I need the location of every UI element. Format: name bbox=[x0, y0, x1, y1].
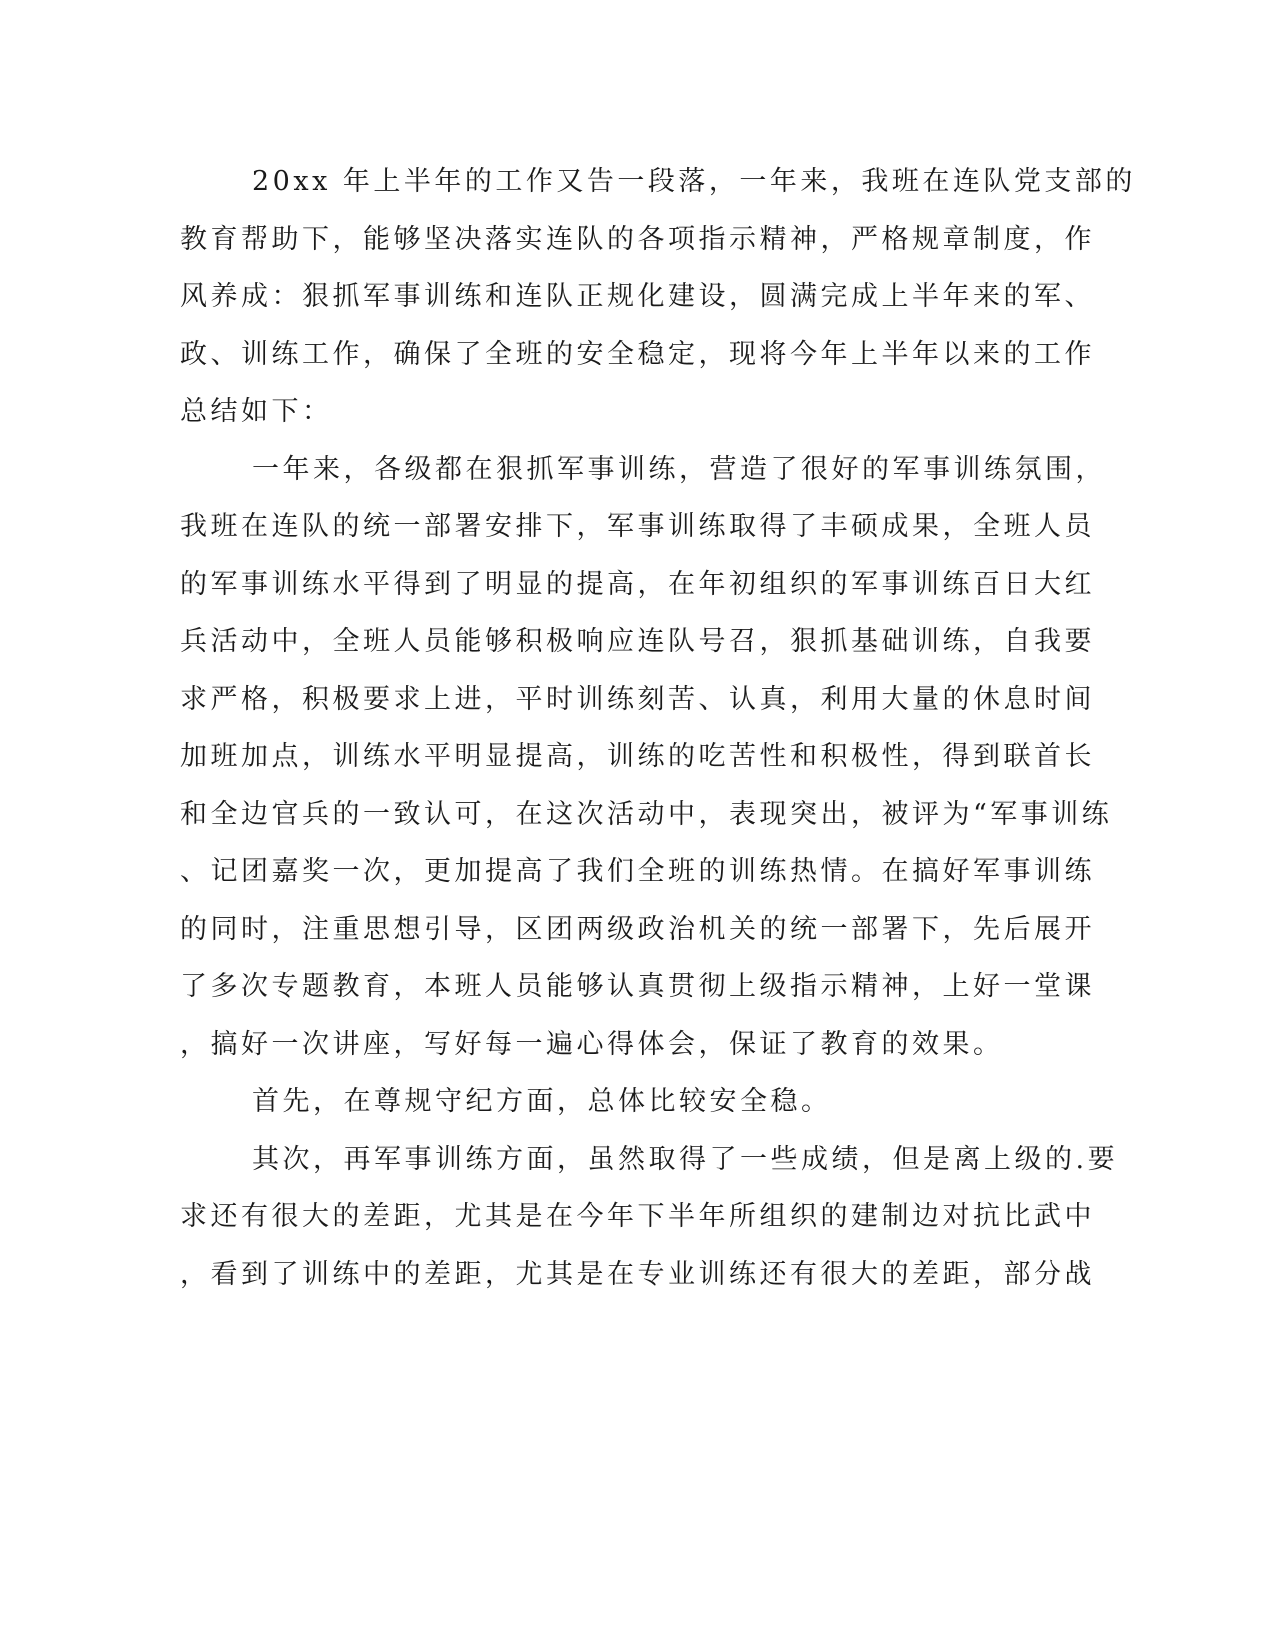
paragraph-line: 教育帮助下，能够坚决落实连队的各项指示精神，严格规章制度，作 bbox=[180, 223, 1095, 255]
paragraph-line: 我班在连队的统一部署安排下，军事训练取得了丰硕成果，全班人员 bbox=[180, 511, 1095, 542]
paragraph-line: 求严格，积极要求上进，平时训练刻苦、认真，利用大量的休息时间 bbox=[180, 683, 1095, 715]
paragraph-line: ，搞好一次讲座，写好每一遍心得体会，保证了教育的效果。 bbox=[180, 1028, 1004, 1060]
paragraph-line: 政、训练工作，确保了全班的安全稳定，现将今年上半年以来的工作 bbox=[180, 338, 1095, 370]
paragraph-line: 的同时，注重思想引导，区团两级政治机关的统一部署下，先后展开 bbox=[180, 913, 1095, 945]
paragraph-line: 一年来，各级都在狠抓军事训练，营造了很好的军事训练氛围， bbox=[252, 453, 1106, 485]
paragraph-line: 和全边官兵的一致认可，在这次活动中，表现突出，被评为“军事训练 bbox=[180, 798, 1113, 830]
paragraph-line: ，看到了训练中的差距，尤其是在专业训练还有很大的差距，部分战 bbox=[180, 1258, 1095, 1290]
paragraph-line: 了多次专题教育，本班人员能够认真贯彻上级指示精神，上好一堂课 bbox=[180, 971, 1095, 1002]
paragraph-line: 总结如下： bbox=[180, 396, 333, 427]
paragraph-line: 的军事训练水平得到了明显的提高，在年初组织的军事训练百日大红 bbox=[180, 568, 1095, 600]
paragraph-line: 加班加点，训练水平明显提高，训练的吃苦性和积极性，得到联首长 bbox=[180, 741, 1095, 772]
paragraph-line: 20xx 年上半年的工作又告一段落，一年来，我班在连队党支部的 bbox=[252, 166, 1136, 197]
document-body bbox=[180, 160, 1136, 1310]
paragraph-line: 求还有很大的差距，尤其是在今年下半年所组织的建制边对抗比武中 bbox=[180, 1201, 1095, 1232]
paragraph-line: 其次，再军事训练方面，虽然取得了一些成绩，但是离上级的.要 bbox=[252, 1143, 1119, 1175]
paragraph-line: 风养成：狠抓军事训练和连队正规化建设，圆满完成上半年来的军、 bbox=[180, 281, 1095, 312]
paragraph-line: 、记团嘉奖一次，更加提高了我们全班的训练热情。在搞好军事训练 bbox=[180, 856, 1095, 887]
paragraph-line: 首先，在尊规守纪方面，总体比较安全稳。 bbox=[252, 1086, 832, 1117]
paragraph-line: 兵活动中，全班人员能够积极响应连队号召，狠抓基础训练，自我要 bbox=[180, 626, 1095, 657]
